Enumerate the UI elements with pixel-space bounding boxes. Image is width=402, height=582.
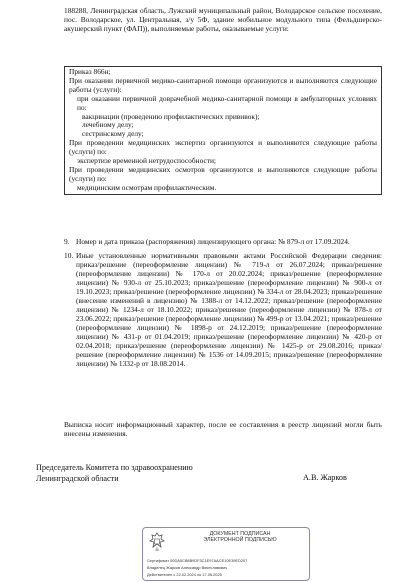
- stamp-heading-line: ЭЛЕКТРОННОЙ ПОДПИСЬЮ: [203, 537, 277, 544]
- service-line: экспертизе временной нетрудоспособности;: [77, 156, 216, 166]
- services-box: [64, 66, 382, 195]
- stamp-heading: [173, 531, 307, 543]
- service-line: сестринскому делу;: [82, 129, 144, 139]
- signatory-title: [36, 463, 193, 484]
- e-signature-stamp: [142, 527, 310, 581]
- info-note: Выписка носит информационный характер, после ее составления в реестр лицензий могли быть внесены изменения.: [64, 420, 382, 439]
- signatory-title-line: Ленинградской области: [36, 473, 119, 483]
- service-line: медицинским осмотрам профилактическим.: [77, 182, 217, 192]
- coat-of-arms-icon: [146, 531, 168, 553]
- service-line: При оказании первичной медико-санитарной помощи организуются и выполняются следующие работы (услуги):: [69, 75, 377, 94]
- item-10-text: Иные установленные нормативными правовыми актами Российской Федерации сведения: приказ/решение (переоформление лицензии) № 719-л от 26.07.2024; приказ/решение (переоформление лицензии) № 170-л от 20.02.2024; приказ/решение (переоформление лицензии) № 930-л от 25.10.2023; приказ/решение (переоформление лицензии) № 900-л от 19.10.2023; приказ/решение (переоформление лицензии) № 334-л от 28.04.2023; приказ/решение (внесение изменений в лицензию) № 1388-л от 14.12.2022; приказ/решение (переоформление лицензии) № 1234-л от 18.10.2022; приказ/решение (переоформление лицензии) № 878-л от 23.06.2022; приказ/решение (переоформление лицензии) № 499-р от 13.04.2021; приказ/решение (переоформление лицензии) № 1898-р от 24.12.2019; приказ/решение (переоформление лицензии) № 431-р от 01.04.2019; приказ/решение (переоформление лицензии) № 420-р от 02.04.2018; приказ/решение (переоформление лицензии) № 1425-р от 29.08.2016; приказ/решение (переоформление лицензии) № 1536 от 14.09.2015; приказ/решение (переоформление лицензии) № 1332-р от 18.08.2014.: [76, 251, 382, 368]
- item-10: [64, 251, 382, 368]
- item-9-text: Номер и дата приказа (распоряжения) лицензирующего органа: № 879-л от 17.09.2024.: [76, 237, 350, 246]
- signatory-title-line: Председатель Комитета по здравоохранению: [36, 463, 193, 472]
- item-9: [64, 237, 382, 246]
- item-9-number: 9.: [64, 237, 70, 246]
- signatory-name: А.В. Жарков: [303, 473, 347, 482]
- stamp-validity: Действителен с 22.02.2024 по 17.05.2025: [147, 572, 222, 577]
- address-paragraph: 188288, Ленинградская область, Лужский муниципальный район, Володарское сельское поселение, пос. Володарское, ул. Центральная, з/у 5Ф, здание мобильное модульного типа (Фельдшерско-акушерский пункт (ФАП)), выполняемые работы, оказываемые услуги:: [64, 6, 382, 34]
- service-line: лечебному делу;: [82, 120, 134, 130]
- service-line: Приказ 866н;: [69, 67, 111, 76]
- service-line: При проведении медицинских экспертиз организуются и выполняются следующие работы (услуги) по:: [69, 138, 377, 157]
- stamp-heading-line: ДОКУМЕНТ ПОДПИСАН: [209, 531, 271, 537]
- service-line: При проведении медицинских осмотров организуются и выполняются следующие работы (услуги) по:: [69, 164, 377, 183]
- service-line: вакцинации (проведению профилактических прививок);: [82, 111, 260, 121]
- stamp-certificate: Сертификат 00DA5CB8B9DF3C1E97AACE10E39ED207: [147, 558, 248, 563]
- service-line: при оказании первичной доврачебной медико-санитарной помощи в амбулаторных условиях по:: [77, 93, 377, 112]
- item-10-number: 10.: [64, 251, 74, 260]
- stamp-owner: Владелец Жарков Александр Вячеславович: [147, 565, 228, 570]
